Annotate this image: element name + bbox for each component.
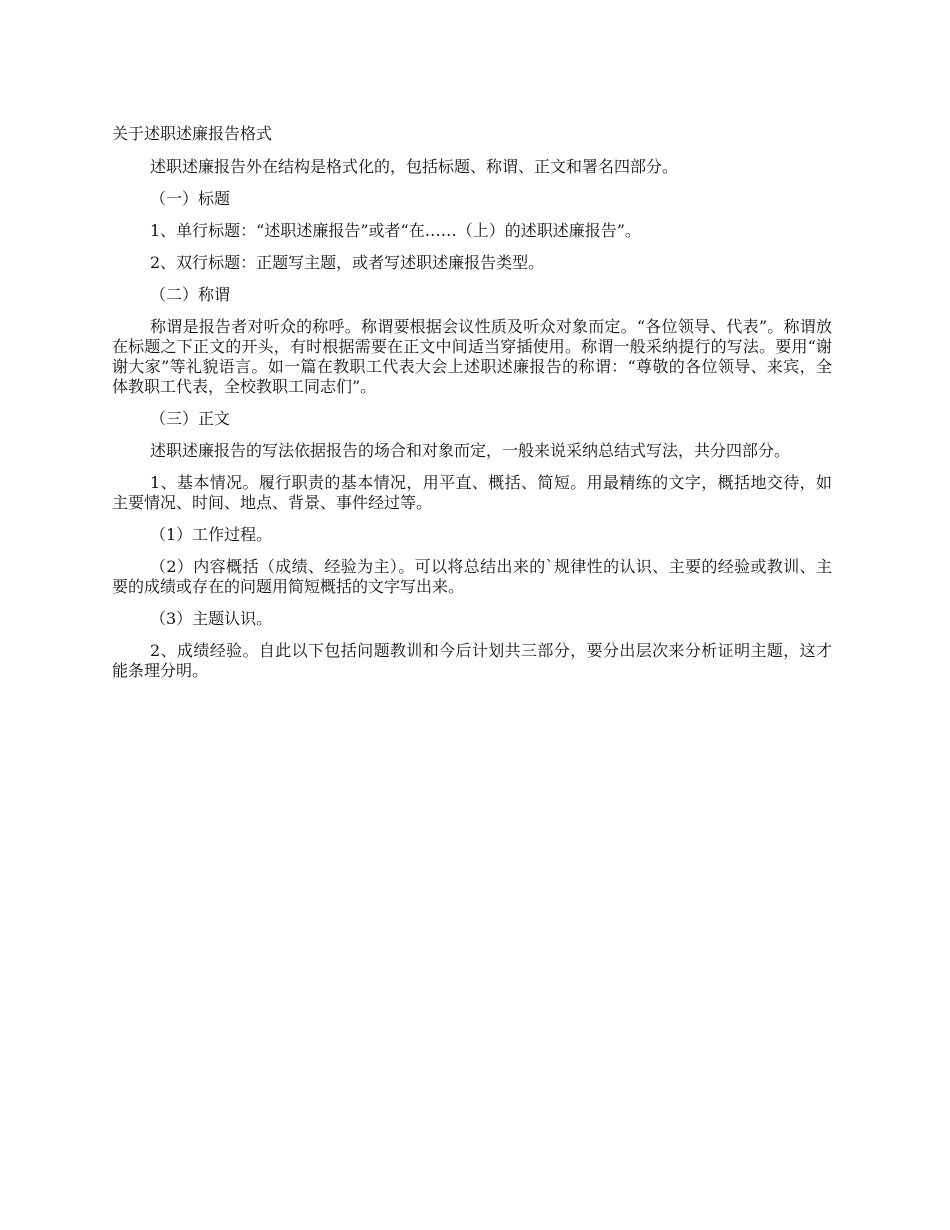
list-item-theme-recognition: （3）主题认识。	[150, 609, 273, 628]
paragraph-single-title: 1、单行标题：“述职述廉报告”或者“在……（上）的述职述廉报告”。	[150, 221, 641, 240]
paragraph-salutation: 称谓是报告者对听众的称呼。称谓要根据会议性质及听众对象而定。“各位领导、代表”。称谓放在标题之下正文的开头，有时根据需要在正文中间适当穿插使用。称谓一般采纳提行的写法。要用“谢谢大家”等礼貌语言。如一篇在教职工代表大会上述职述廉报告的称谓：“尊敬的各位领导、来宾，全体教职工代表，全校教职工同志们”。	[112, 317, 832, 396]
document-title: 关于述职述廉报告格式	[112, 124, 273, 143]
section-heading-salutation: （二）称谓	[150, 285, 231, 304]
paragraph-basic-situation: 1、基本情况。履行职责的基本情况，用平直、概括、简短。用最精练的文字，概括地交待，如主要情况、时间、地点、背景、事件经过等。	[112, 473, 832, 512]
paragraph-achievements: 2、成绩经验。自此以下包括问题教训和今后计划共三部分，要分出层次来分析证明主题，这才能条理分明。	[112, 641, 832, 680]
section-heading-title: （一）标题	[150, 189, 231, 208]
paragraph-structure: 述职述廉报告外在结构是格式化的，包括标题、称谓、正文和署名四部分。	[150, 157, 679, 176]
section-heading-body: （三）正文	[150, 409, 231, 428]
list-item-content-summary: （2）内容概括（成绩、经验为主）。可以将总结出来的`规律性的认识、主要的经验或教训、主要的成绩或存在的问题用简短概括的文字写出来。	[112, 557, 832, 596]
document-body	[112, 124, 832, 693]
paragraph-double-title: 2、双行标题：正题写主题，或者写述职述廉报告类型。	[150, 253, 545, 272]
list-item-work-process: （1）工作过程。	[150, 525, 273, 544]
paragraph-body-method: 述职述廉报告的写法依据报告的场合和对象而定，一般来说采纳总结式写法，共分四部分。	[150, 441, 791, 460]
